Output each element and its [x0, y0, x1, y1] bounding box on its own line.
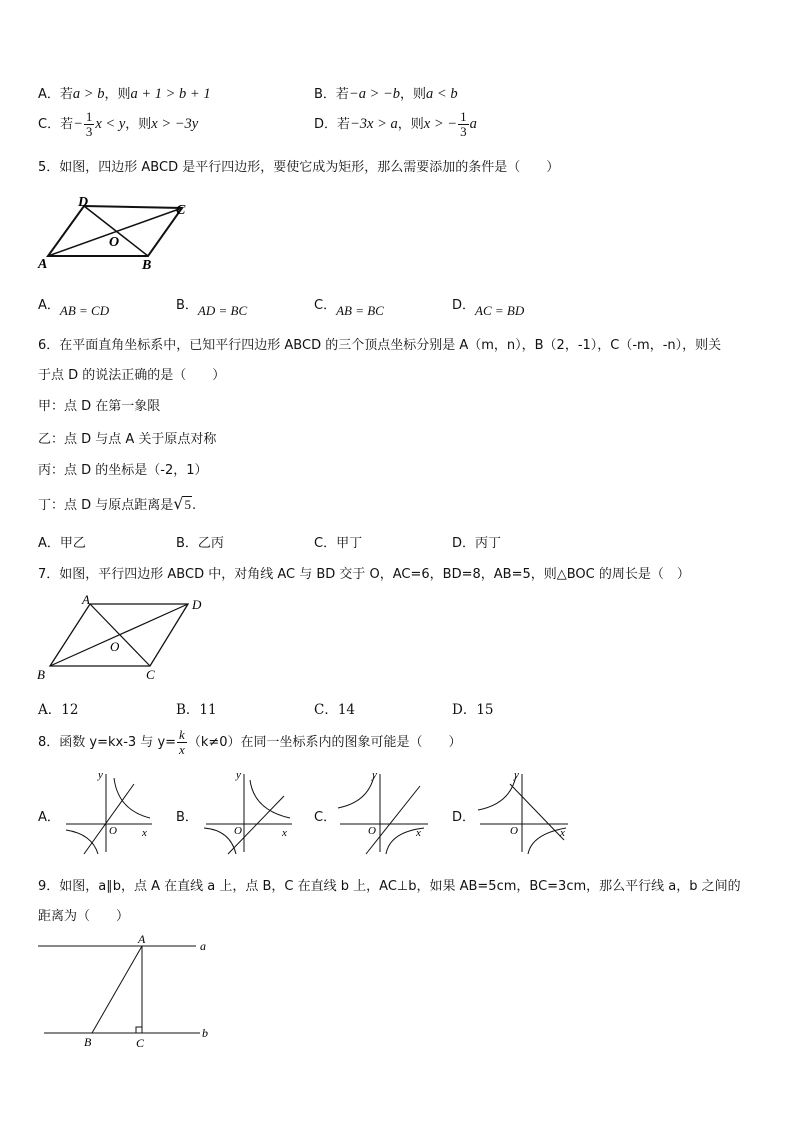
- q9-stem-line2: 距离为（ ）: [38, 909, 130, 924]
- q8-option-b: B．: [176, 810, 198, 825]
- q7-stem: 7．如图，平行四边形 ABCD 中，对角线 AC 与 BD 交于 O，AC=6，BD=8，AB=5，则△BOC 的周长是（ ）: [38, 567, 690, 582]
- label-c: C: [146, 667, 155, 682]
- q6-statement-bing: 丙：点 D 的坐标是（-2，1）: [38, 463, 208, 478]
- label-b: B: [142, 258, 152, 272]
- q5-parallelogram-figure: [36, 190, 196, 272]
- q8-graph-a: [62, 768, 158, 856]
- svg-text:y: y: [372, 769, 377, 781]
- label-a: A: [138, 932, 146, 946]
- svg-text:y: y: [514, 769, 519, 781]
- q4-option-d: D．若−3x > a，则x > − $\frac{1}{3}$ a: [314, 109, 477, 139]
- q5-option-c: C．AB = BC: [314, 298, 384, 318]
- svg-text:x: x: [416, 827, 421, 839]
- q5-option-a: A．AB = CD: [38, 298, 110, 318]
- svg-text:O: O: [510, 825, 518, 837]
- q6-stem-line2: 于点 D 的说法正确的是（ ）: [38, 368, 226, 383]
- label-c: C: [176, 203, 186, 218]
- label-a: A: [38, 257, 48, 272]
- q6-stem-line1: 6．在平面直角坐标系中，已知平行四边形 ABCD 的三个顶点坐标分别是 A（m，n），B（2，-1），C（-m，-n），则关: [38, 338, 722, 353]
- label-b: B: [84, 1035, 92, 1049]
- sqrt-symbol: √5: [173, 494, 191, 513]
- q7-parallelogram-figure: [34, 590, 214, 685]
- q6-option-b: B．乙丙: [176, 536, 224, 551]
- label-b: B: [37, 667, 45, 682]
- svg-text:O: O: [368, 825, 376, 837]
- fraction: $\frac{1}{3}$: [460, 109, 467, 139]
- svg-text:x: x: [282, 827, 287, 839]
- q7-option-d: D．15: [452, 702, 494, 718]
- q5-option-d: D．AC = BD: [452, 298, 525, 318]
- q8-graph-b: [202, 768, 298, 856]
- line-b-label: b: [202, 1026, 208, 1040]
- label-c: C: [136, 1036, 145, 1050]
- q9-parallel-lines-figure: [34, 932, 224, 1052]
- q6-statement-yi: 乙：点 D 与点 A 关于原点对称: [38, 432, 217, 447]
- q7-option-b: B．11: [176, 702, 217, 718]
- svg-text:x: x: [560, 827, 565, 839]
- q8-graph-d: [476, 768, 572, 856]
- label-d: D: [192, 597, 202, 612]
- svg-text:O: O: [109, 825, 117, 837]
- svg-text:y: y: [98, 769, 103, 781]
- svg-text:y: y: [236, 769, 241, 781]
- q8-option-c: C．: [314, 810, 337, 825]
- q7-option-c: C．14: [314, 702, 356, 718]
- q4-option-a: A．若a > b，则a + 1 > b + 1: [38, 86, 211, 102]
- q7-option-a: A．12: [38, 702, 79, 718]
- svg-text:O: O: [234, 825, 242, 837]
- label-o: O: [109, 235, 120, 250]
- q9-stem-line1: 9．如图，a∥b，点 A 在直线 a 上，点 B，C 在直线 b 上，AC⊥b，如果 AB=5cm，BC=3cm，那么平行线 a，b 之间的: [38, 879, 741, 894]
- q5-option-b: B．AD = BC: [176, 298, 248, 318]
- fraction: $\frac{1}{3}$: [85, 109, 93, 139]
- q8-stem: 8．函数 y=kx-3 与 y= $\frac{k}{x}$ （k≠0）在同一坐标系内的图象可能是（ ）: [38, 727, 462, 757]
- fraction: $\frac{k}{x}$: [179, 727, 185, 757]
- q6-option-a: A．甲乙: [38, 536, 86, 551]
- q6-option-c: C．甲丁: [314, 536, 363, 551]
- q5-stem: 5．如图，四边形 ABCD 是平行四边形，要使它成为矩形，那么需要添加的条件是（ ）: [38, 160, 560, 175]
- label-o: O: [110, 639, 120, 654]
- line-a-label: a: [200, 939, 206, 953]
- svg-text:x: x: [142, 827, 147, 839]
- q6-statement-jia: 甲：点 D 在第一象限: [38, 399, 161, 414]
- q4-option-c: C．若− $\frac{1}{3}$ x < y，则x > −3y: [38, 109, 199, 139]
- label-a: A: [82, 592, 90, 607]
- q8-graph-c: [336, 768, 432, 856]
- q8-option-d: D．: [452, 810, 476, 825]
- q8-option-a: A．: [38, 810, 60, 825]
- label-d: D: [78, 195, 89, 210]
- q6-option-d: D．丙丁: [452, 536, 502, 551]
- q4-option-b: B．若−a > −b，则a < b: [314, 86, 458, 102]
- q6-statement-ding: 丁：点 D 与原点距离是√5.: [38, 494, 197, 513]
